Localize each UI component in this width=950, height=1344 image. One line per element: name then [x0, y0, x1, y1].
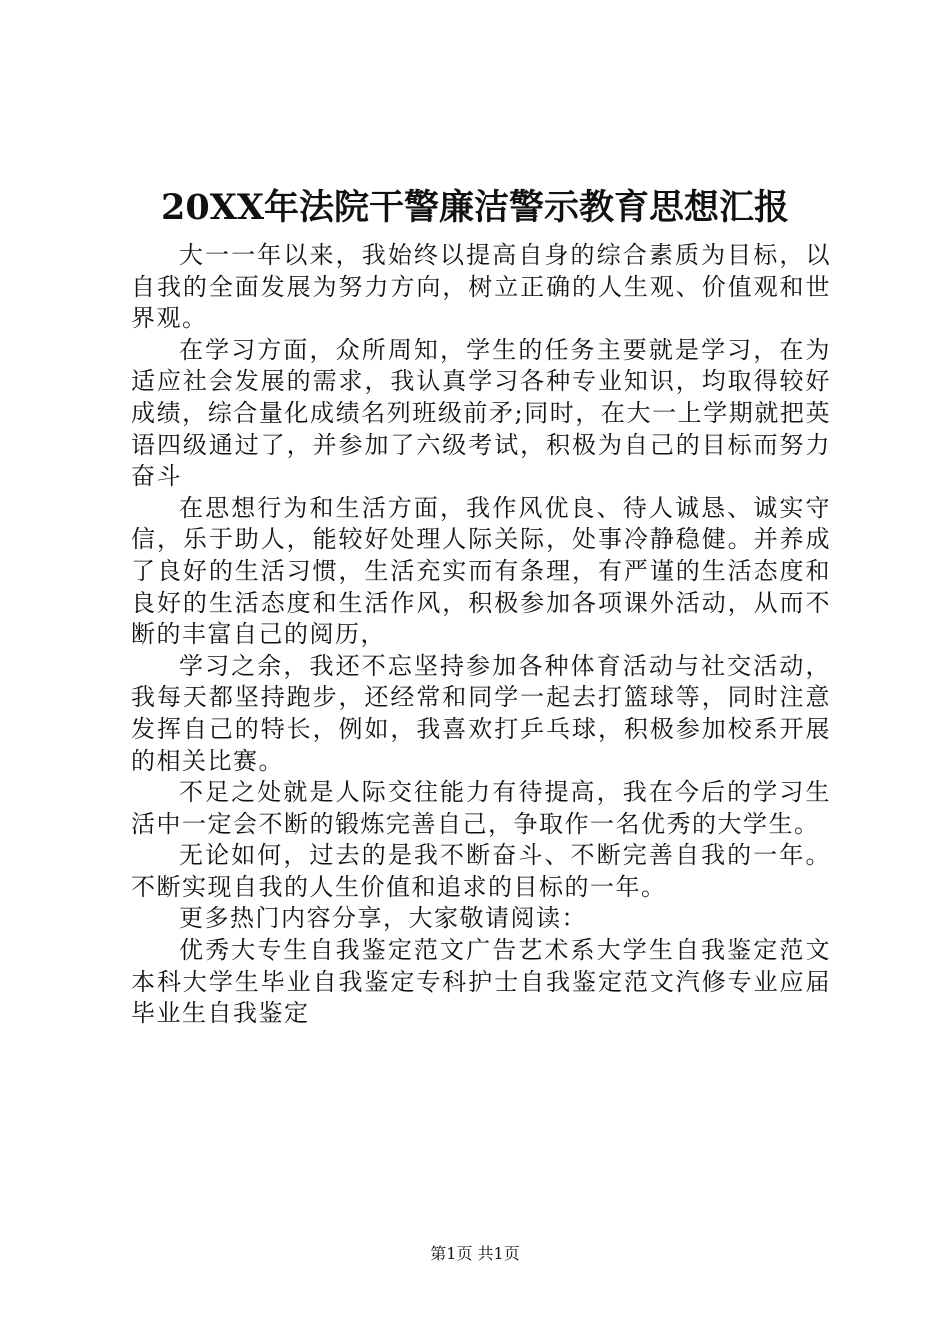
paragraph-2: 在学习方面，众所周知，学生的任务主要就是学习，在为适应社会发展的需求，我认真学习各种专业知识，均取得较好成绩，综合量化成绩名列班级前矛;同时，在大一上学期就把英语四级通过了，并参加了六级考试，积极为自己的目标而努力奋斗 [131, 335, 831, 491]
paragraph-8: 优秀大专生自我鉴定范文广告艺术系大学生自我鉴定范文本科大学生毕业自我鉴定专科护士自我鉴定范文汽修专业应届毕业生自我鉴定 [131, 936, 831, 1028]
document-body [131, 240, 831, 1030]
document-title: 20XX年法院干警廉洁警示教育思想汇报 [160, 187, 790, 228]
paragraph-6: 无论如何，过去的是我不断奋斗、不断完善自我的一年。不断实现自我的人生价值和追求的目标的一年。 [131, 841, 831, 901]
paragraph-5: 不足之处就是人际交往能力有待提高，我在今后的学习生活中一定会不断的锻炼完善自己，争取作一名优秀的大学生。 [131, 778, 831, 838]
paragraph-7: 更多热门内容分享，大家敬请阅读： [179, 904, 587, 933]
paragraph-1: 大一一年以来，我始终以提高自身的综合素质为目标，以自我的全面发展为努力方向，树立正确的人生观、价值观和世界观。 [131, 241, 831, 333]
paragraph-4: 学习之余，我还不忘坚持参加各种体育活动与社交活动，我每天都坚持跑步，还经常和同学一起去打篮球等，同时注意发挥自己的特长，例如，我喜欢打乒乓球，积极参加校系开展的相关比赛。 [131, 651, 831, 775]
paragraph-3: 在思想行为和生活方面，我作风优良、待人诚恳、诚实守信，乐于助人，能较好处理人际关际，处事冷静稳健。并养成了良好的生活习惯，生活充实而有条理，有严谨的生活态度和良好的生活态度和生活作风，积极参加各项课外活动，从而不断的丰富自己的阅历， [131, 493, 831, 649]
page-footer: 第1页 共1页 [430, 1244, 520, 1263]
